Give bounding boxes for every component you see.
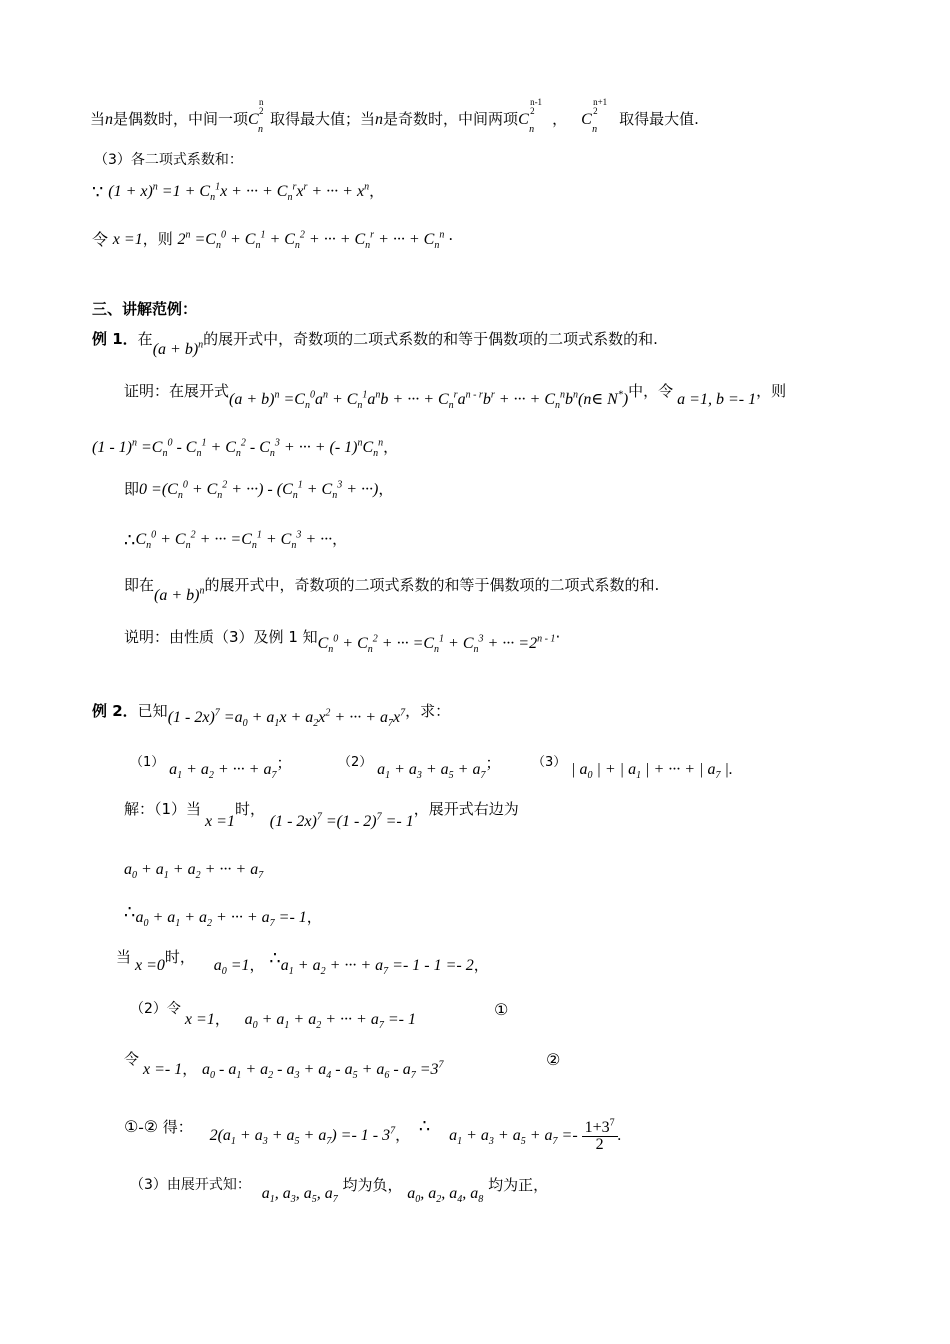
term-odd-2: C n n+1 2 — [581, 97, 608, 135]
example-1-proof: 证明：在展开式$(a + b)^n =C_n^0a^n + C_n^1a^nb$ + ··· + $C_n^ra^{n - r}b^r$ + ··· + $C_n^nb^n(n\in$ N*)中，令 a =1, b =- 1，则 — [124, 382, 787, 412]
solution-part-3: （3）由展开式知： $a_1$, $a_3$, $a_5$, $a_7$ 均为负， $a_0$, $a_2$, $a_4$, $a_8$ 均为正， — [130, 1176, 549, 1206]
equation-mark-2: ② — [546, 1050, 561, 1069]
solution-part-2: （2）令 x =1， $a_0 + a_1 + a_2$ + ··· + $a_7 =- 1$ — [130, 1001, 416, 1032]
sum-line: $a_0 + a_1 + a_2$ + ··· + $a_7$ — [124, 861, 264, 882]
example-1-line-2: $(1 - 1)^n =C_n^0 - C_n^1 + C_n^2 - C_n^3$ + ··· + (- $1)^nC_n^n$， — [92, 437, 399, 460]
example-1-line-3: 即$0 =(C_n^0 + C_n^2$ + ···) - ($C_n^1 + C_n^3$ + ···)， — [124, 479, 394, 502]
solution-x0: 当 x =0时， $a_0 =1$， $\therefore a_1 + a_2$ + ··· + $a_7 =- 1 - 1 =- 2$， — [116, 948, 489, 978]
example-1-line-4: $\therefore C_n^0 + C_n^2$ + ··· $=C_n^1 + C_n^3$ + ···， — [124, 529, 348, 552]
term-even: C n n 2 — [248, 97, 264, 135]
example-2-question-2: （2） $a_1 + a_3 + a_5 + a_7$； — [338, 754, 501, 782]
property-line: 当n是偶数时，中间一项C n n 2 取得最大值；当n是奇数时，中间两项C n n-1 2 ， C n n+1 2 取得最大值. — [90, 97, 699, 135]
example-2-questions: （1） $a_1 + a_2$ + ··· + $a_7$； — [130, 754, 292, 782]
equation-mark-1: ① — [494, 1000, 509, 1019]
solution-x-neg1: 令 x =- 1， $a_0 - a_1 + a_2 - a_3 + a_4 - a_5 + a_6 - a_7 =3^7$ — [124, 1050, 444, 1082]
example-2-statement: 例 2．已知$(1 - 2x)^7 =a_0 + a_1x + a_2x^2$ + ··· + $a_7x^7$，求： — [92, 702, 451, 730]
term-odd-1: C n n-1 2 — [518, 97, 543, 135]
sum-heading: （3）各二项式系数和： — [94, 152, 243, 168]
sum-result-line: 令 x =1，则 $2^n =C_n^0 + C_n^1 + C_n^2$ + ··· + $C_n^r$ + ··· + $C_n^n$ · — [92, 229, 454, 252]
example-1-statement: 例 1．在$(a + b)^n$的展开式中，奇数项的二项式系数的和等于偶数项的二项式系数的和. — [92, 330, 658, 358]
sum-expansion-line: ∵ $(1 + x)^n =1 + C_n^1x$ + ··· + $C_n^rx^r$ + ··· + $x^n$， — [92, 181, 385, 204]
section-title: 三、讲解范例： — [92, 300, 198, 318]
solution-subtract: ①-② 得： $2(a_1 + a_3 + a_5 + a_7) =- 1 - 3^7$， ∴ $a_1 + a_3 + a_5 + a_7$ =- $\frac{1+3^7}{2}$ . — [124, 1116, 622, 1153]
sum-equation: $\therefore a_0 + a_1 + a_2$ + ··· + $a_7 =- 1$， — [124, 902, 322, 930]
example-1-note: 说明：由性质（3）及例 1 知$C_n^0 + C_n^2$ + ··· $=C_n^1 + C_n^3$ + ··· $=2^{n - 1}\cdot$ — [124, 628, 561, 656]
solution-part-1: 解：（1）当 x =1时， (1 - 2x)$^7$ =(1 - 2)$^7$ =- 1，展开式右边为 — [124, 800, 519, 830]
example-1-conclusion: 即在$(a + b)^n$的展开式中，奇数项的二项式系数的和等于偶数项的二项式系数的和. — [124, 576, 660, 604]
example-2-question-3: （3） | $a_0$ | + | $a_1$ | + ··· + | $a_7$ |. — [532, 755, 733, 782]
